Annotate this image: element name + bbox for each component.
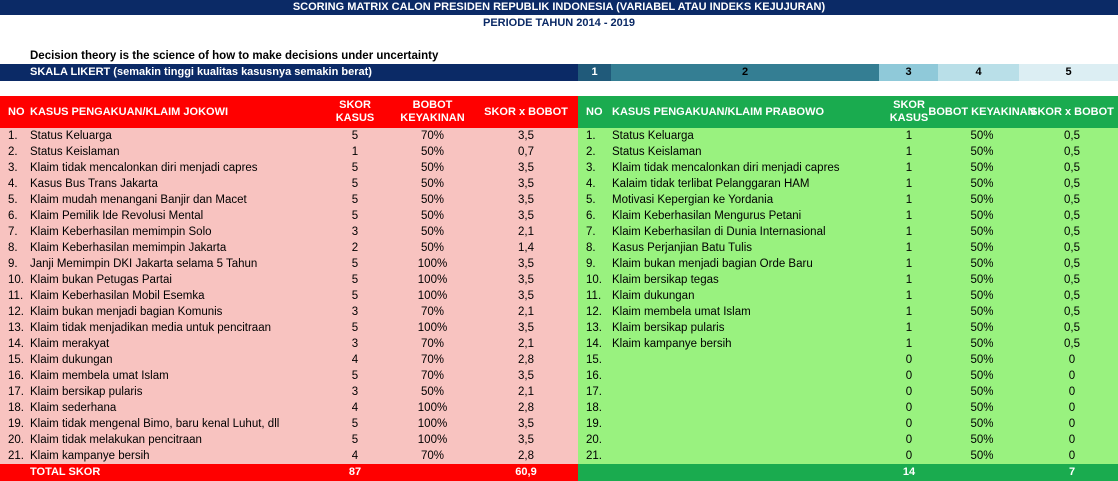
cell-skor: 3 bbox=[351, 386, 359, 398]
cell-no: 19. bbox=[586, 418, 602, 430]
table-row bbox=[0, 304, 578, 320]
cell-sxb: 0,5 bbox=[1064, 306, 1080, 318]
cell-bobot: 50% bbox=[970, 242, 994, 254]
cell-skor: 1 bbox=[905, 194, 913, 206]
cell-kasus: Klaim Keberhasilan memimpin Solo bbox=[30, 226, 212, 238]
cell-bobot: 100% bbox=[417, 434, 448, 446]
table-row bbox=[578, 128, 1118, 144]
cell-skor: 5 bbox=[351, 290, 359, 302]
table-row bbox=[0, 176, 578, 192]
table-row bbox=[578, 432, 1118, 448]
prabowo-rows bbox=[578, 128, 1118, 464]
cell-sxb: 0,5 bbox=[1064, 146, 1080, 158]
cell-sxb: 3,5 bbox=[518, 194, 534, 206]
prabowo-table-header bbox=[578, 96, 1118, 128]
cell-sxb: 2,8 bbox=[518, 402, 534, 414]
cell-no: 4. bbox=[586, 178, 596, 190]
table-row bbox=[0, 272, 578, 288]
cell-sxb: 0,5 bbox=[1064, 242, 1080, 254]
cell-skor: 1 bbox=[905, 258, 913, 270]
cell-skor: 3 bbox=[351, 226, 359, 238]
table-row bbox=[578, 192, 1118, 208]
cell-skor: 1 bbox=[905, 162, 913, 174]
cell-kasus: Klaim membela umat Islam bbox=[30, 370, 169, 382]
cell-kasus: Kalaim tidak terlibat Pelanggaran HAM bbox=[612, 178, 810, 190]
cell-kasus: Klaim bukan menjadi bagian Orde Baru bbox=[612, 258, 813, 270]
col-header-skor: SKOR KASUS bbox=[889, 99, 929, 124]
table-row bbox=[578, 368, 1118, 384]
cell-kasus: Kasus Perjanjian Batu Tulis bbox=[612, 242, 752, 254]
cell-bobot: 100% bbox=[417, 274, 448, 286]
cell-skor: 5 bbox=[351, 322, 359, 334]
cell-bobot: 50% bbox=[970, 434, 994, 446]
table-row bbox=[0, 128, 578, 144]
likert-scale-bar bbox=[0, 64, 1118, 81]
cell-bobot: 50% bbox=[970, 146, 994, 158]
table-row bbox=[578, 400, 1118, 416]
cell-sxb: 0,7 bbox=[518, 146, 534, 158]
likert-level-4: 4 bbox=[938, 64, 1019, 81]
cell-sxb: 0,5 bbox=[1064, 290, 1080, 302]
cell-bobot: 50% bbox=[970, 370, 994, 382]
cell-no: 11. bbox=[586, 290, 602, 302]
cell-kasus: Status Keluarga bbox=[612, 130, 694, 142]
table-row bbox=[578, 224, 1118, 240]
cell-bobot: 50% bbox=[420, 210, 445, 222]
cell-skor: 5 bbox=[351, 418, 359, 430]
cell-skor: 5 bbox=[351, 370, 359, 382]
cell-kasus: Klaim sederhana bbox=[30, 402, 117, 414]
cell-bobot: 70% bbox=[420, 370, 445, 382]
cell-bobot: 50% bbox=[970, 162, 994, 174]
cell-no: 4. bbox=[8, 178, 18, 190]
table-row bbox=[578, 272, 1118, 288]
cell-skor: 1 bbox=[905, 274, 913, 286]
cell-skor: 0 bbox=[905, 354, 913, 366]
cell-skor: 5 bbox=[351, 194, 359, 206]
cell-no: 15. bbox=[8, 354, 24, 366]
prabowo-table bbox=[578, 96, 1118, 481]
col-header-bobot: BOBOT KEYAKINAN bbox=[400, 99, 465, 124]
col-header-skor-x-bobot: SKOR x BOBOT bbox=[1030, 105, 1114, 118]
cell-sxb: 3,5 bbox=[518, 434, 534, 446]
cell-bobot: 50% bbox=[970, 210, 994, 222]
cell-kasus: Klaim tidak melakukan pencitraan bbox=[30, 434, 202, 446]
cell-no: 1. bbox=[8, 130, 18, 142]
jokowi-total-row bbox=[0, 464, 578, 481]
cell-kasus: Status Keislaman bbox=[612, 146, 702, 158]
table-row bbox=[578, 176, 1118, 192]
cell-kasus: Klaim bukan Petugas Partai bbox=[30, 274, 172, 286]
cell-kasus: Klaim Keberhasilan Mengurus Petani bbox=[612, 210, 802, 222]
cell-kasus: Klaim bersikap tegas bbox=[612, 274, 719, 286]
cell-no: 17. bbox=[586, 386, 602, 398]
cell-kasus: Janji Memimpin DKI Jakarta selama 5 Tahun bbox=[30, 258, 258, 270]
cell-bobot: 70% bbox=[420, 338, 445, 350]
total-skor-x-bobot: 7 bbox=[1068, 466, 1076, 478]
cell-no: 12. bbox=[586, 306, 602, 318]
cell-no: 15. bbox=[586, 354, 602, 366]
cell-sxb: 3,5 bbox=[518, 370, 534, 382]
likert-level-1: 1 bbox=[578, 64, 611, 81]
cell-kasus: Klaim kampanye bersih bbox=[30, 450, 150, 462]
cell-sxb: 0,5 bbox=[1064, 338, 1080, 350]
cell-kasus: Klaim Keberhasilan memimpin Jakarta bbox=[30, 242, 227, 254]
cell-bobot: 50% bbox=[970, 258, 994, 270]
cell-skor: 4 bbox=[351, 450, 359, 462]
cell-no: 7. bbox=[8, 226, 18, 238]
cell-bobot: 50% bbox=[970, 450, 994, 462]
cell-bobot: 50% bbox=[970, 290, 994, 302]
cell-skor: 1 bbox=[351, 146, 359, 158]
cell-sxb: 0 bbox=[1068, 402, 1076, 414]
cell-sxb: 3,5 bbox=[518, 418, 534, 430]
cell-no: 2. bbox=[586, 146, 596, 158]
table-row bbox=[578, 352, 1118, 368]
cell-kasus: Klaim Keberhasilan Mobil Esemka bbox=[30, 290, 205, 302]
cell-kasus bbox=[612, 400, 912, 416]
cell-bobot: 50% bbox=[970, 402, 994, 414]
cell-skor: 5 bbox=[351, 258, 359, 270]
table-row bbox=[0, 144, 578, 160]
cell-sxb: 2,1 bbox=[518, 306, 534, 318]
likert-level-2: 2 bbox=[611, 64, 879, 81]
cell-kasus: Klaim membela umat Islam bbox=[612, 306, 751, 318]
table-row bbox=[578, 336, 1118, 352]
cell-skor: 0 bbox=[905, 386, 913, 398]
cell-kasus: Klaim bukan menjadi bagian Komunis bbox=[30, 306, 223, 318]
cell-sxb: 0 bbox=[1068, 354, 1076, 366]
cell-bobot: 50% bbox=[420, 386, 445, 398]
cell-kasus: Kasus Bus Trans Jakarta bbox=[30, 178, 158, 190]
cell-skor: 4 bbox=[351, 402, 359, 414]
cell-sxb: 0,5 bbox=[1064, 226, 1080, 238]
col-header-no: NO bbox=[586, 105, 603, 118]
cell-kasus: Klaim Keberhasilan di Dunia Internasional bbox=[612, 226, 826, 238]
table-row bbox=[578, 240, 1118, 256]
cell-skor: 0 bbox=[905, 434, 913, 446]
cell-bobot: 100% bbox=[417, 418, 448, 430]
cell-skor: 1 bbox=[905, 242, 913, 254]
cell-bobot: 70% bbox=[420, 354, 445, 366]
cell-bobot: 50% bbox=[970, 338, 994, 350]
table-row bbox=[0, 352, 578, 368]
cell-kasus bbox=[612, 352, 912, 368]
cell-bobot: 50% bbox=[970, 386, 994, 398]
cell-kasus: Klaim dukungan bbox=[612, 290, 695, 302]
likert-level-5: 5 bbox=[1019, 64, 1118, 81]
cell-kasus: Klaim bersikap pularis bbox=[30, 386, 143, 398]
cell-sxb: 2,1 bbox=[518, 226, 534, 238]
cell-kasus: Klaim dukungan bbox=[30, 354, 113, 366]
cell-sxb: 3,5 bbox=[518, 178, 534, 190]
cell-sxb: 3,5 bbox=[518, 258, 534, 270]
sheet-title: SCORING MATRIX CALON PRESIDEN REPUBLIK INDONESIA (VARIABEL ATAU INDEKS KEJUJURAN) bbox=[0, 0, 1118, 15]
cell-sxb: 2,8 bbox=[518, 450, 534, 462]
table-row bbox=[0, 448, 578, 464]
table-row bbox=[578, 448, 1118, 464]
decision-theory-note: Decision theory is the science of how to make decisions under uncertainty bbox=[30, 50, 439, 62]
cell-no: 10. bbox=[8, 274, 24, 286]
cell-no: 7. bbox=[586, 226, 596, 238]
cell-no: 16. bbox=[8, 370, 24, 382]
cell-no: 6. bbox=[8, 210, 18, 222]
cell-kasus bbox=[612, 416, 912, 432]
cell-skor: 1 bbox=[905, 290, 913, 302]
cell-skor: 1 bbox=[905, 178, 913, 190]
jokowi-table-header bbox=[0, 96, 578, 128]
cell-no: 5. bbox=[8, 194, 18, 206]
cell-skor: 1 bbox=[905, 322, 913, 334]
cell-no: 3. bbox=[586, 162, 596, 174]
cell-sxb: 0,5 bbox=[1064, 194, 1080, 206]
cell-bobot: 100% bbox=[417, 322, 448, 334]
cell-bobot: 50% bbox=[970, 306, 994, 318]
cell-no: 10. bbox=[586, 274, 602, 286]
cell-no: 16. bbox=[586, 370, 602, 382]
table-row bbox=[578, 416, 1118, 432]
total-label: TOTAL SKOR bbox=[30, 466, 101, 478]
total-skor-x-bobot: 60,9 bbox=[515, 466, 537, 478]
cell-bobot: 100% bbox=[417, 258, 448, 270]
cell-bobot: 50% bbox=[970, 322, 994, 334]
cell-bobot: 50% bbox=[970, 226, 994, 238]
cell-no: 21. bbox=[586, 450, 602, 462]
cell-bobot: 70% bbox=[420, 450, 445, 462]
cell-no: 14. bbox=[8, 338, 24, 350]
total-skor: 87 bbox=[348, 466, 362, 478]
col-header-no: NO bbox=[8, 105, 25, 118]
cell-no: 6. bbox=[586, 210, 596, 222]
cell-sxb: 0 bbox=[1068, 450, 1076, 462]
cell-kasus: Klaim merakyat bbox=[30, 338, 110, 350]
col-header-skor: SKOR KASUS bbox=[335, 99, 375, 124]
cell-no: 13. bbox=[8, 322, 24, 334]
total-skor: 14 bbox=[902, 466, 916, 478]
cell-skor: 5 bbox=[351, 274, 359, 286]
cell-sxb: 3,5 bbox=[518, 274, 534, 286]
period-subtitle: PERIODE TAHUN 2014 - 2019 bbox=[482, 17, 636, 29]
cell-kasus bbox=[612, 432, 912, 448]
cell-skor: 1 bbox=[905, 130, 913, 142]
table-row bbox=[0, 192, 578, 208]
cell-skor: 1 bbox=[905, 226, 913, 238]
cell-no: 1. bbox=[586, 130, 596, 142]
table-row bbox=[0, 256, 578, 272]
cell-no: 20. bbox=[8, 434, 24, 446]
likert-label: SKALA LIKERT (semakin tinggi kualitas kasusnya semakin berat) bbox=[0, 64, 578, 81]
cell-bobot: 50% bbox=[970, 418, 994, 430]
cell-skor: 4 bbox=[351, 354, 359, 366]
cell-no: 18. bbox=[8, 402, 24, 414]
cell-sxb: 3,5 bbox=[518, 322, 534, 334]
cell-no: 21. bbox=[8, 450, 24, 462]
jokowi-table bbox=[0, 96, 578, 481]
cell-sxb: 0 bbox=[1068, 418, 1076, 430]
table-row bbox=[0, 416, 578, 432]
cell-skor: 1 bbox=[905, 306, 913, 318]
col-header-kasus: KASUS PENGAKUAN/KLAIM PRABOWO bbox=[612, 105, 825, 118]
cell-no: 8. bbox=[586, 242, 596, 254]
cell-no: 19. bbox=[8, 418, 24, 430]
cell-sxb: 1,4 bbox=[518, 242, 534, 254]
cell-no: 8. bbox=[8, 242, 18, 254]
cell-no: 18. bbox=[586, 402, 602, 414]
col-header-kasus: KASUS PENGAKUAN/KLAIM JOKOWI bbox=[30, 105, 229, 118]
cell-sxb: 0 bbox=[1068, 370, 1076, 382]
cell-kasus bbox=[612, 448, 912, 464]
cell-sxb: 3,5 bbox=[518, 130, 534, 142]
cell-kasus: Klaim mudah menangani Banjir dan Macet bbox=[30, 194, 247, 206]
cell-kasus: Klaim tidak mencalonkan diri menjadi capres bbox=[30, 162, 258, 174]
cell-no: 3. bbox=[8, 162, 18, 174]
table-row bbox=[578, 144, 1118, 160]
cell-kasus bbox=[612, 368, 912, 384]
cell-sxb: 0,5 bbox=[1064, 178, 1080, 190]
cell-skor: 0 bbox=[905, 450, 913, 462]
table-row bbox=[0, 320, 578, 336]
cell-bobot: 50% bbox=[420, 146, 445, 158]
table-row bbox=[0, 400, 578, 416]
cell-sxb: 0 bbox=[1068, 386, 1076, 398]
cell-skor: 1 bbox=[905, 146, 913, 158]
table-row bbox=[0, 240, 578, 256]
cell-sxb: 0,5 bbox=[1064, 258, 1080, 270]
table-row bbox=[578, 384, 1118, 400]
cell-sxb: 3,5 bbox=[518, 162, 534, 174]
cell-no: 9. bbox=[586, 258, 596, 270]
table-row bbox=[578, 160, 1118, 176]
cell-sxb: 3,5 bbox=[518, 290, 534, 302]
col-header-bobot: BOBOT KEYAKINAN bbox=[928, 105, 1036, 118]
cell-sxb: 0,5 bbox=[1064, 274, 1080, 286]
table-row bbox=[0, 432, 578, 448]
jokowi-rows bbox=[0, 128, 578, 464]
table-row bbox=[578, 304, 1118, 320]
cell-skor: 0 bbox=[905, 402, 913, 414]
cell-kasus: Klaim tidak mengenal Bimo, baru kenal Luhut, dll bbox=[30, 418, 280, 430]
cell-bobot: 50% bbox=[970, 194, 994, 206]
cell-kasus: Status Keluarga bbox=[30, 130, 112, 142]
cell-kasus: Klaim Pemilik Ide Revolusi Mental bbox=[30, 210, 204, 222]
cell-bobot: 50% bbox=[420, 178, 445, 190]
table-row bbox=[0, 384, 578, 400]
table-row bbox=[0, 368, 578, 384]
cell-sxb: 2,1 bbox=[518, 386, 534, 398]
cell-skor: 3 bbox=[351, 338, 359, 350]
cell-bobot: 50% bbox=[420, 194, 445, 206]
prabowo-total-row bbox=[578, 464, 1118, 481]
cell-bobot: 50% bbox=[970, 130, 994, 142]
cell-no: 20. bbox=[586, 434, 602, 446]
table-row bbox=[578, 208, 1118, 224]
table-row bbox=[578, 256, 1118, 272]
likert-level-3: 3 bbox=[879, 64, 938, 81]
cell-skor: 5 bbox=[351, 210, 359, 222]
cell-bobot: 100% bbox=[417, 290, 448, 302]
cell-skor: 1 bbox=[905, 210, 913, 222]
cell-bobot: 70% bbox=[420, 306, 445, 318]
cell-sxb: 0 bbox=[1068, 434, 1076, 446]
cell-skor: 2 bbox=[351, 242, 359, 254]
cell-no: 14. bbox=[586, 338, 602, 350]
cell-no: 12. bbox=[8, 306, 24, 318]
table-row bbox=[0, 336, 578, 352]
cell-bobot: 50% bbox=[420, 242, 445, 254]
table-row bbox=[578, 288, 1118, 304]
table-row bbox=[578, 320, 1118, 336]
table-row bbox=[0, 224, 578, 240]
cell-bobot: 50% bbox=[970, 178, 994, 190]
cell-kasus: Motivasi Kepergian ke Yordania bbox=[612, 194, 774, 206]
cell-kasus: Klaim tidak mencalonkan diri menjadi capres bbox=[612, 162, 840, 174]
cell-bobot: 50% bbox=[420, 226, 445, 238]
cell-bobot: 50% bbox=[970, 354, 994, 366]
cell-skor: 1 bbox=[905, 338, 913, 350]
cell-no: 9. bbox=[8, 258, 18, 270]
cell-sxb: 0,5 bbox=[1064, 210, 1080, 222]
cell-no: 2. bbox=[8, 146, 18, 158]
cell-skor: 3 bbox=[351, 306, 359, 318]
cell-sxb: 0,5 bbox=[1064, 130, 1080, 142]
cell-kasus bbox=[612, 384, 912, 400]
table-row bbox=[0, 208, 578, 224]
cell-sxb: 2,8 bbox=[518, 354, 534, 366]
cell-no: 13. bbox=[586, 322, 602, 334]
cell-sxb: 3,5 bbox=[518, 210, 534, 222]
table-row bbox=[0, 288, 578, 304]
cell-kasus: Status Keislaman bbox=[30, 146, 120, 158]
cell-skor: 5 bbox=[351, 130, 359, 142]
cell-sxb: 0,5 bbox=[1064, 162, 1080, 174]
cell-no: 11. bbox=[8, 290, 24, 302]
col-header-skor-x-bobot: SKOR x BOBOT bbox=[484, 105, 568, 118]
cell-bobot: 100% bbox=[417, 402, 448, 414]
table-row bbox=[0, 160, 578, 176]
cell-skor: 5 bbox=[351, 434, 359, 446]
cell-bobot: 50% bbox=[420, 162, 445, 174]
cell-skor: 0 bbox=[905, 370, 913, 382]
cell-skor: 5 bbox=[351, 162, 359, 174]
cell-bobot: 50% bbox=[970, 274, 994, 286]
cell-no: 17. bbox=[8, 386, 24, 398]
cell-sxb: 2,1 bbox=[518, 338, 534, 350]
cell-skor: 5 bbox=[351, 178, 359, 190]
cell-skor: 0 bbox=[905, 418, 913, 430]
cell-no: 5. bbox=[586, 194, 596, 206]
cell-kasus: Klaim bersikap pularis bbox=[612, 322, 725, 334]
cell-kasus: Klaim tidak menjadikan media untuk pencitraan bbox=[30, 322, 271, 334]
cell-sxb: 0,5 bbox=[1064, 322, 1080, 334]
cell-kasus: Klaim kampanye bersih bbox=[612, 338, 732, 350]
cell-bobot: 70% bbox=[420, 130, 445, 142]
